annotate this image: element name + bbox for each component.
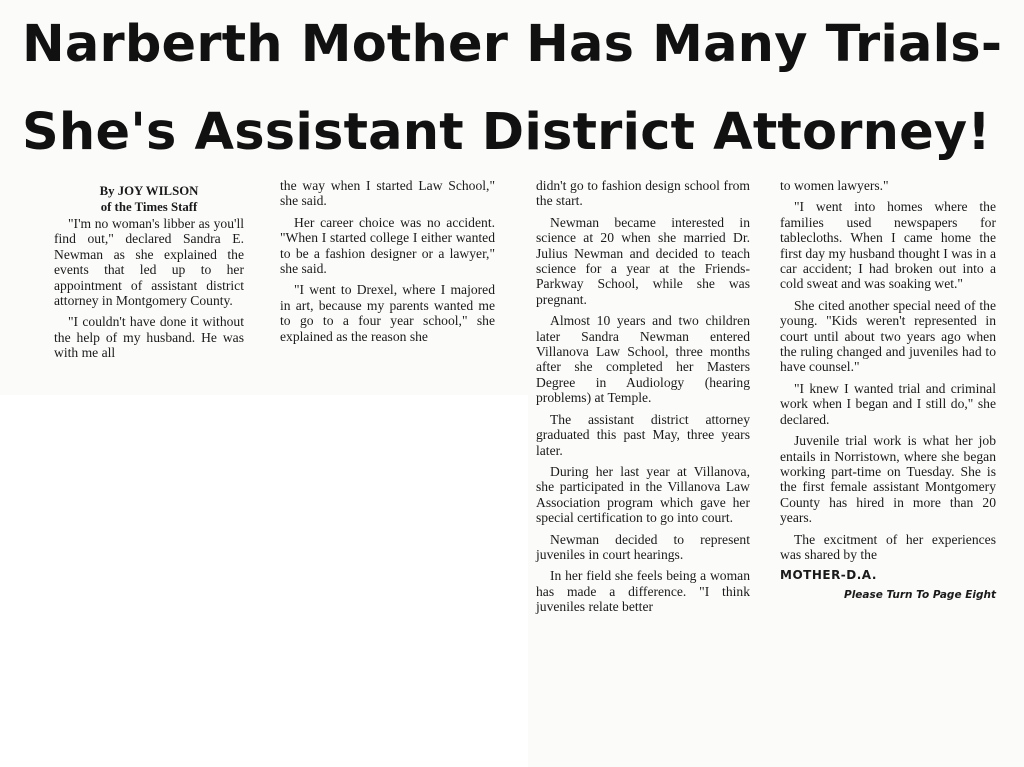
paragraph: didn't go to fashion design school from the start. — [536, 178, 750, 209]
paragraph: The assistant district attorney graduated this past May, three years later. — [536, 411, 750, 458]
paragraph: Newman decided to represent juveniles in court hearings. — [536, 531, 750, 562]
paragraph: the way when I started Law School," she said. — [280, 178, 495, 209]
byline-author: By JOY WILSON — [99, 184, 199, 198]
paragraph: "I went to Drexel, where I majored in art, because my parents wanted me to go to a four year school," she explained as the reason she — [280, 282, 495, 344]
continuation-note: Please Turn To Page Eight — [844, 588, 996, 601]
paragraph: Juvenile trial work is what her job entails in Norristown, where she began working part-time on Tuesday. She is the first female assistant Montgomery County has hired in more than 20 years. — [780, 433, 996, 526]
paragraph: Almost 10 years and two children later Sandra Newman entered Villanova Law School, three months after she completed her Masters Degree in Audiology (hearing problems) at Temple. — [536, 313, 750, 406]
article-column-3 — [536, 178, 750, 621]
paragraph: "I'm no woman's libber as you'll find out," declared Sandra E. Newman as she explained the events that led up to her appointment of assistant district attorney in Montgomery County. — [54, 216, 244, 309]
jump-label: MOTHER-D.A. — [780, 568, 877, 583]
article-column-4 — [780, 178, 996, 603]
paragraph: "I couldn't have done it without the help of my husband. He was with me all — [54, 314, 244, 361]
paragraph: In her field she feels being a woman has made a difference. "I think juveniles relate better — [536, 568, 750, 615]
headline-line-2: She's Assistant District Attorney! — [22, 103, 991, 162]
paragraph: The excitment of her experiences was shared by the — [780, 531, 996, 562]
paragraph: Her career choice was no accident. "When I started college I either wanted to be a fashion designer or a lawyer," she said. — [280, 214, 495, 277]
headline-line-1: Narberth Mother Has Many Trials- — [22, 15, 1003, 74]
paragraph: Newman became interested in science at 20 when she married Dr. Julius Newman and decided to teach science for a year at the Friends-Parkway School, while she was pregnant. — [536, 214, 750, 307]
paragraph: "I knew I wanted trial and criminal work when I began and I still do," she declared. — [780, 380, 996, 427]
paragraph: "I went into homes where the families used newspapers for tablecloths. When I came home the first day my husband thought I was in a car accident; I had broken out into a cold sweat and was soaking wet." — [780, 199, 996, 292]
article-column-1 — [54, 178, 244, 367]
paragraph: She cited another special need of the young. "Kids weren't represented in court until about two years ago when the ruling changed and juveniles had to have counsel." — [780, 297, 996, 375]
paragraph: During her last year at Villanova, she participated in the Villanova Law Association program which gave her special certification to go into court. — [536, 463, 750, 526]
byline-staff: of the Times Staff — [100, 200, 198, 214]
article-column-2 — [280, 178, 495, 350]
blank-area — [0, 395, 528, 767]
paragraph: to women lawyers." — [780, 178, 889, 193]
